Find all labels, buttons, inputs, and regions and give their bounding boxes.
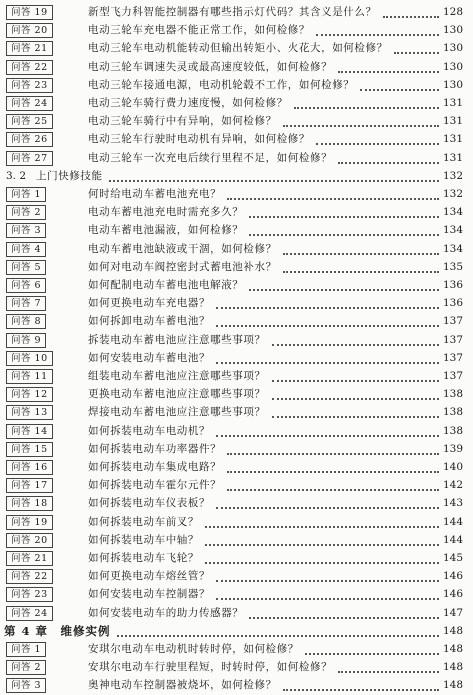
question-number-label: 问答 8 [6,314,46,329]
page-number: 135 [442,260,463,273]
question-number-label: 问答 21 [6,551,53,566]
page-number: 137 [442,333,463,346]
page-number: 134 [442,206,463,219]
entry-title: 电动车蓄电池缺液或干涸，如何检修？ [88,242,277,255]
toc-entry [0,311,473,331]
toc-entry [0,475,473,495]
toc-entry [0,129,473,149]
dot-leader [338,669,439,673]
section-number: 3. 2 [6,169,27,182]
question-number-label: 问答 16 [6,460,53,475]
question-number-label: 问答 21 [6,41,53,56]
dot-leader [109,178,439,182]
dot-leader [216,505,439,509]
question-number-label: 问答 7 [6,296,46,311]
toc-entry [0,239,473,259]
entry-title: 组装电动车蓄电池应注意哪些事项？ [88,370,266,382]
page-number: 144 [442,515,463,528]
entry-title: 如何配制电动车蓄电池电解液？ [88,279,244,291]
question-number-label: 问答 20 [6,533,53,548]
question-number-label: 问答 3 [6,223,46,238]
question-number-label: 问答 26 [6,132,53,147]
toc-entry [0,603,473,623]
toc-entry [0,293,473,313]
question-number-label: 问答 24 [6,606,53,621]
toc-section-heading [0,166,473,186]
page-number: 131 [442,151,463,164]
dot-leader [272,396,439,400]
toc-entry [0,493,473,513]
entry-title: 如何拆装电动车功率器件？ [88,442,222,455]
dot-leader [249,287,439,291]
entry-title: 如何拆装电动车前叉？ [88,515,199,528]
entry-title: 如何安装电动车的助力传感器？ [88,606,244,619]
toc-entry [0,439,473,459]
question-number-label: 问答 15 [6,442,53,457]
dot-leader [117,633,439,637]
question-number-label: 问答 18 [6,496,53,511]
entry-title: 如何拆装电动车集成电路？ [88,461,222,473]
dot-leader [394,50,439,54]
question-number-label: 问答 13 [6,405,53,420]
question-number-label: 问答 10 [6,351,53,366]
dot-leader [272,414,439,418]
entry-title: 如何拆装电动车电动机？ [88,424,211,437]
page-number: 140 [442,461,463,473]
toc-entry [0,330,473,350]
toc-entry [0,220,473,240]
entry-title: 如何拆装电动车霍尔元件？ [88,479,222,492]
toc-entry [0,421,473,441]
dot-leader [249,232,439,236]
entry-title: 电动三轮车电动机能转动但输出转矩小、火花大，如何检修？ [88,42,388,55]
dot-leader [249,214,439,218]
question-number-label: 问答 22 [6,60,53,75]
dot-leader [216,360,439,364]
page-number: 130 [442,42,463,55]
page-number: 131 [442,115,463,128]
dot-leader [272,342,439,346]
page-number: 143 [442,497,463,510]
dot-leader [283,123,439,127]
dot-leader [316,141,439,145]
question-number-label: 问答 1 [6,642,46,657]
page-number: 148 [442,661,463,674]
entry-title: 焊接电动车蓄电池应注意哪些事项？ [88,406,266,419]
toc-entry [0,111,473,131]
dot-leader [383,14,439,18]
dot-leader [227,196,439,200]
toc-entry [0,148,473,168]
entry-title: 拆装电动车蓄电池应注意哪些事项？ [88,333,266,346]
toc-entry [0,184,473,204]
entry-title: 如何对电动车阀控密封式蓄电池补水？ [88,260,277,273]
toc-entry [0,584,473,604]
dot-leader [216,305,439,309]
question-number-label: 问答 23 [6,78,53,93]
question-number-label: 问答 19 [6,5,53,20]
toc-entry [0,457,473,477]
entry-title: 如何拆装电动车飞轮？ [88,552,199,564]
dot-leader [272,378,439,382]
question-number-label: 问答 1 [6,187,46,202]
dot-leader [305,651,439,655]
entry-title: 电动三轮车骑行中有异响，如何检修？ [88,115,277,128]
entry-title: 如何更换电动车熔丝管？ [88,570,211,583]
entry-title: 电动三轮车一次充电后续行里程不足，如何检修？ [88,151,333,164]
dot-leader [294,105,439,109]
dot-leader [316,32,439,36]
dot-leader [283,269,439,273]
toc-entry [0,348,473,368]
dot-leader [338,69,439,73]
entry-title: 电动三轮车充电器不能正常工作，如何检修？ [88,24,310,37]
question-number-label: 问答 24 [6,96,53,111]
question-number-label: 问答 6 [6,278,46,293]
dot-leader [283,251,439,255]
question-number-label: 问答 23 [6,587,53,602]
page-number: 139 [442,442,463,455]
toc-entry [0,57,473,77]
page-number: 148 [442,624,463,637]
toc-entry [0,2,473,22]
toc-entry [0,275,473,295]
dot-leader [216,578,439,582]
question-number-label: 问答 20 [6,23,53,38]
entry-title: 电动三轮车接通电源，电动机轮毂不工作，如何检修？ [88,78,355,91]
entry-title: 何时给电动车蓄电池充电？ [88,188,222,200]
dot-leader [227,451,439,455]
toc-entry [0,257,473,277]
toc-entry [0,512,473,532]
entry-title: 新型飞力科智能控制器有哪些指示灯代码？其含义是什么？ [88,6,377,18]
dot-leader [227,469,439,473]
page-number: 132 [442,188,463,200]
question-number-label: 问答 11 [6,369,53,384]
toc-entry [0,675,473,695]
entry-title: 奥神电动车控制器被烧坏，如何检修？ [88,679,277,692]
question-number-label: 问答 27 [6,151,53,166]
page-number: 147 [442,606,463,619]
dot-leader [338,160,439,164]
toc-entry [0,38,473,58]
question-number-label: 问答 12 [6,387,53,402]
toc-entry [0,75,473,95]
question-number-label: 问答 22 [6,569,53,584]
page-number: 130 [442,78,463,91]
toc-entry [0,202,473,222]
page-number: 138 [442,406,463,419]
entry-title: 安琪尔电动车行驶里程短，时转时停，如何检修？ [88,661,333,674]
page-number: 148 [442,679,463,692]
toc-entry [0,20,473,40]
page-number: 130 [442,24,463,37]
dot-leader [205,560,439,564]
question-number-label: 问答 2 [6,660,46,675]
entry-title: 如何安装电动车蓄电池？ [88,351,211,364]
page-number: 145 [442,552,463,564]
question-number-label: 问答 2 [6,205,46,220]
question-number-label: 问答 9 [6,333,46,348]
toc-entry [0,657,473,677]
question-number-label: 问答 14 [6,424,53,439]
entry-title: 第 4 章 维修实例 [4,623,111,638]
toc-entry [0,548,473,568]
dot-leader [216,323,439,327]
toc-entry [0,530,473,550]
dot-leader [360,87,439,91]
question-number-label: 问答 19 [6,515,53,530]
question-number-label: 问答 17 [6,478,53,493]
entry-title: 如何更换电动车充电器？ [88,297,211,310]
entry-title: 上门快修技能 [36,169,103,182]
entry-title: 电动三轮车调速失灵或最高速度较低，如何检修？ [88,60,333,73]
entry-title: 如何拆卸电动车蓄电池？ [88,315,211,328]
toc-entry [0,639,473,659]
page-number: 146 [442,588,463,601]
page-number: 137 [442,370,463,382]
page-number: 138 [442,388,463,401]
toc-entry [0,384,473,404]
page-number: 132 [442,169,463,182]
page-number: 128 [442,6,463,18]
dot-leader [283,687,439,691]
question-number-label: 问答 5 [6,260,46,275]
toc-entry [0,566,473,586]
page-number: 146 [442,570,463,583]
entry-title: 电动三轮车骑行费力速度慢，如何检修？ [88,97,288,109]
page-number: 130 [442,60,463,73]
entry-title: 电动车蓄电池充电时需充多久？ [88,206,244,219]
dot-leader [216,433,439,437]
page-number: 137 [442,315,463,328]
page-number: 137 [442,351,463,364]
page-number: 136 [442,279,463,291]
page-number: 144 [442,533,463,546]
entry-title: 电动三轮车行驶时电动机有异响，如何检修？ [88,133,310,146]
page-number: 134 [442,242,463,255]
page-number: 142 [442,479,463,492]
page-number: 138 [442,424,463,437]
entry-title: 电动车蓄电池漏液，如何检修？ [88,224,244,237]
entry-title: 安琪尔电动车电动机时转时停，如何检修？ [88,643,299,655]
entry-title: 如何安装电动车控制器？ [88,588,211,601]
dot-leader [205,542,439,546]
toc-entry [0,93,473,113]
page-number: 131 [442,133,463,146]
entry-title: 如何拆装电动车仪表板？ [88,497,211,510]
dot-leader [216,596,439,600]
page-number: 148 [442,643,463,655]
dot-leader [249,615,439,619]
dot-leader [227,487,439,491]
question-number-label: 问答 25 [6,114,53,129]
entry-title: 更换电动车蓄电池应注意哪些事项？ [88,388,266,401]
question-number-label: 问答 4 [6,242,46,257]
dot-leader [205,524,439,528]
page-number: 134 [442,224,463,237]
toc-entry [0,366,473,386]
toc-entry [0,402,473,422]
page-number: 131 [442,97,463,109]
page-number: 136 [442,297,463,310]
entry-title: 如何拆装电动车中轴？ [88,533,199,546]
toc-chapter-heading [0,621,473,641]
question-number-label: 问答 3 [6,678,46,693]
